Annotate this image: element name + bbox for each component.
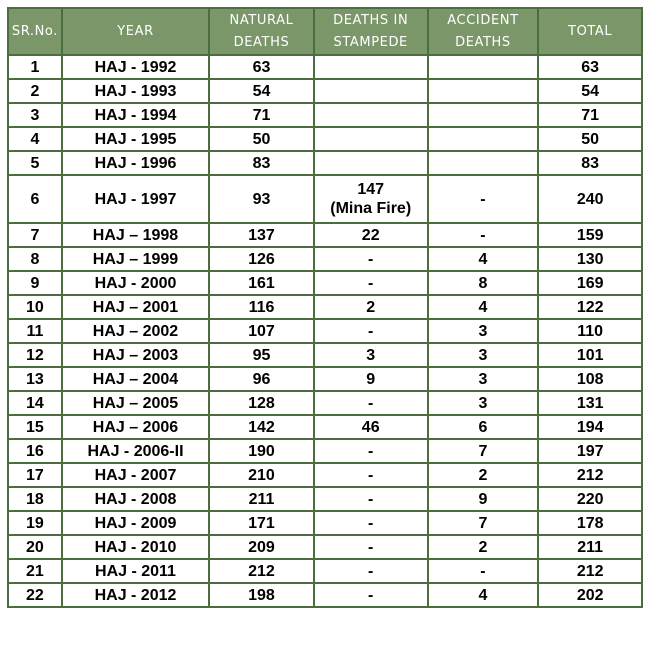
- cell-total: 169: [539, 272, 641, 294]
- cell-year: HAJ – 2006: [63, 416, 208, 438]
- table-row: [9, 488, 641, 510]
- table-row: [9, 104, 641, 126]
- cell-deaths-in-stampede: 22: [315, 224, 427, 246]
- cell-accident-deaths: 3: [429, 392, 538, 414]
- cell-natural-deaths: 161: [210, 272, 313, 294]
- header-sr-no-line: SR.No.: [11, 23, 58, 39]
- cell-deaths-in-stampede: -: [315, 392, 427, 414]
- cell-natural-deaths: 171: [210, 512, 313, 534]
- table-row: [9, 512, 641, 534]
- cell-natural-deaths: 95: [210, 344, 313, 366]
- cell-natural-deaths: 71: [210, 104, 313, 126]
- table-row: [9, 320, 641, 342]
- table-row: [9, 248, 641, 270]
- cell-accident-deaths: [429, 56, 538, 78]
- cell-deaths-in-stampede: -: [315, 248, 427, 270]
- cell-natural-deaths: 198: [210, 584, 313, 606]
- table-row: [9, 392, 641, 414]
- cell-accident-deaths: 6: [429, 416, 538, 438]
- cell-total: 122: [539, 296, 641, 318]
- cell-natural-deaths: 54: [210, 80, 313, 102]
- cell-year: HAJ - 2000: [63, 272, 208, 294]
- table-row: [9, 296, 641, 318]
- table-row: [9, 224, 641, 246]
- cell-natural-deaths: 107: [210, 320, 313, 342]
- cell-accident-deaths: 4: [429, 296, 538, 318]
- cell-accident-deaths: [429, 152, 538, 174]
- header-year-line: YEAR: [117, 23, 154, 39]
- table-row: [9, 128, 641, 150]
- cell-year: HAJ – 2003: [63, 344, 208, 366]
- cell-sr-no: 18: [9, 488, 61, 510]
- cell-total: 110: [539, 320, 641, 342]
- cell-total: 211: [539, 536, 641, 558]
- cell-accident-deaths: 3: [429, 344, 538, 366]
- cell-sr-no: 8: [9, 248, 61, 270]
- cell-total: 101: [539, 344, 641, 366]
- cell-year: HAJ - 2010: [63, 536, 208, 558]
- header-accident-deaths: [429, 9, 538, 54]
- cell-deaths-in-stampede: 9: [315, 368, 427, 390]
- cell-year: HAJ - 2011: [63, 560, 208, 582]
- haj-deaths-table-container: [7, 7, 643, 608]
- cell-natural-deaths: 137: [210, 224, 313, 246]
- cell-sr-no: 1: [9, 56, 61, 78]
- cell-year: HAJ - 2006-II: [63, 440, 208, 462]
- cell-sr-no: 3: [9, 104, 61, 126]
- table-row: [9, 368, 641, 390]
- cell-deaths-in-stampede: -: [315, 272, 427, 294]
- cell-deaths-in-stampede: -: [315, 488, 427, 510]
- haj-deaths-table: [7, 7, 643, 608]
- cell-total: 212: [539, 560, 641, 582]
- cell-accident-deaths: 2: [429, 536, 538, 558]
- header-deaths-in-stampede: [315, 9, 427, 54]
- cell-total: 194: [539, 416, 641, 438]
- cell-sr-no: 21: [9, 560, 61, 582]
- cell-accident-deaths: 4: [429, 584, 538, 606]
- cell-sr-no: 20: [9, 536, 61, 558]
- cell-total: 71: [539, 104, 641, 126]
- cell-total: 197: [539, 440, 641, 462]
- table-row: [9, 464, 641, 486]
- cell-natural-deaths: 209: [210, 536, 313, 558]
- cell-accident-deaths: -: [429, 224, 538, 246]
- cell-sr-no: 17: [9, 464, 61, 486]
- cell-sr-no: 14: [9, 392, 61, 414]
- table-row: [9, 416, 641, 438]
- cell-sr-no: 22: [9, 584, 61, 606]
- table-row: [9, 272, 641, 294]
- cell-accident-deaths: [429, 80, 538, 102]
- cell-year: HAJ - 2009: [63, 512, 208, 534]
- cell-total: 130: [539, 248, 641, 270]
- cell-total: 54: [539, 80, 641, 102]
- cell-deaths-in-stampede: 2: [315, 296, 427, 318]
- cell-sr-no: 16: [9, 440, 61, 462]
- cell-natural-deaths: 128: [210, 392, 313, 414]
- cell-sr-no: 7: [9, 224, 61, 246]
- cell-deaths-in-stampede: [315, 80, 427, 102]
- cell-deaths-in-stampede: -: [315, 440, 427, 462]
- cell-total: 240: [539, 176, 641, 222]
- cell-natural-deaths: 212: [210, 560, 313, 582]
- cell-year: HAJ – 2002: [63, 320, 208, 342]
- cell-sr-no: 6: [9, 176, 61, 222]
- cell-deaths-in-stampede: [315, 104, 427, 126]
- table-row: [9, 440, 641, 462]
- cell-accident-deaths: -: [429, 560, 538, 582]
- header-natural-line-1: NATURAL: [229, 12, 294, 28]
- cell-accident-deaths: 7: [429, 512, 538, 534]
- cell-natural-deaths: 142: [210, 416, 313, 438]
- cell-natural-deaths: 116: [210, 296, 313, 318]
- cell-year: HAJ – 2005: [63, 392, 208, 414]
- cell-accident-deaths: 7: [429, 440, 538, 462]
- cell-natural-deaths: 96: [210, 368, 313, 390]
- table-row: [9, 80, 641, 102]
- cell-deaths-in-stampede: 3: [315, 344, 427, 366]
- cell-deaths-in-stampede: -: [315, 320, 427, 342]
- cell-accident-deaths: 8: [429, 272, 538, 294]
- table-row: [9, 152, 641, 174]
- cell-year: HAJ – 2001: [63, 296, 208, 318]
- cell-year: HAJ - 1995: [63, 128, 208, 150]
- cell-year: HAJ – 1998: [63, 224, 208, 246]
- table-header: [9, 9, 641, 54]
- cell-total: 131: [539, 392, 641, 414]
- cell-total: 220: [539, 488, 641, 510]
- cell-total: 108: [539, 368, 641, 390]
- header-total-line: TOTAL: [568, 23, 613, 39]
- stampede-value: 147: [357, 181, 385, 198]
- header-natural-deaths: [210, 9, 313, 54]
- cell-deaths-in-stampede: 46: [315, 416, 427, 438]
- cell-natural-deaths: 50: [210, 128, 313, 150]
- cell-accident-deaths: 3: [429, 368, 538, 390]
- cell-sr-no: 2: [9, 80, 61, 102]
- cell-sr-no: 10: [9, 296, 61, 318]
- cell-year: HAJ – 1999: [63, 248, 208, 270]
- cell-natural-deaths: 93: [210, 176, 313, 222]
- table-row: [9, 536, 641, 558]
- cell-accident-deaths: -: [429, 176, 538, 222]
- cell-deaths-in-stampede: [315, 56, 427, 78]
- cell-deaths-in-stampede: [315, 176, 427, 222]
- cell-deaths-in-stampede: [315, 128, 427, 150]
- table-row: [9, 560, 641, 582]
- cell-deaths-in-stampede: -: [315, 512, 427, 534]
- cell-year: HAJ - 2008: [63, 488, 208, 510]
- cell-year: HAJ - 1996: [63, 152, 208, 174]
- cell-total: 202: [539, 584, 641, 606]
- table-row: [9, 584, 641, 606]
- cell-year: HAJ – 2004: [63, 368, 208, 390]
- cell-total: 50: [539, 128, 641, 150]
- cell-year: HAJ - 1992: [63, 56, 208, 78]
- cell-natural-deaths: 190: [210, 440, 313, 462]
- cell-accident-deaths: [429, 104, 538, 126]
- cell-deaths-in-stampede: -: [315, 464, 427, 486]
- header-total: [539, 9, 641, 54]
- cell-total: 212: [539, 464, 641, 486]
- cell-accident-deaths: 9: [429, 488, 538, 510]
- cell-deaths-in-stampede: -: [315, 536, 427, 558]
- cell-natural-deaths: 210: [210, 464, 313, 486]
- cell-accident-deaths: 3: [429, 320, 538, 342]
- cell-sr-no: 4: [9, 128, 61, 150]
- header-stampede-line-2: STAMPEDE: [333, 34, 408, 50]
- header-stampede-line-1: DEATHS IN: [333, 12, 409, 28]
- table-row: [9, 344, 641, 366]
- cell-year: HAJ - 1993: [63, 80, 208, 102]
- cell-deaths-in-stampede: -: [315, 560, 427, 582]
- cell-year: HAJ - 1994: [63, 104, 208, 126]
- cell-sr-no: 5: [9, 152, 61, 174]
- cell-sr-no: 19: [9, 512, 61, 534]
- cell-year: HAJ - 1997: [63, 176, 208, 222]
- cell-deaths-in-stampede: -: [315, 584, 427, 606]
- cell-sr-no: 12: [9, 344, 61, 366]
- cell-accident-deaths: [429, 128, 538, 150]
- cell-year: HAJ - 2007: [63, 464, 208, 486]
- cell-total: 83: [539, 152, 641, 174]
- cell-sr-no: 9: [9, 272, 61, 294]
- header-accident-line-1: ACCIDENT: [447, 12, 519, 28]
- cell-total: 159: [539, 224, 641, 246]
- cell-year: HAJ - 2012: [63, 584, 208, 606]
- cell-deaths-in-stampede: [315, 152, 427, 174]
- cell-total: 63: [539, 56, 641, 78]
- cell-accident-deaths: 4: [429, 248, 538, 270]
- cell-sr-no: 13: [9, 368, 61, 390]
- cell-natural-deaths: 126: [210, 248, 313, 270]
- table-row: [9, 56, 641, 78]
- cell-natural-deaths: 63: [210, 56, 313, 78]
- cell-sr-no: 15: [9, 416, 61, 438]
- header-row: [9, 9, 641, 54]
- cell-total: 178: [539, 512, 641, 534]
- table-row: [9, 176, 641, 222]
- table-body: [9, 56, 641, 606]
- header-year: [63, 9, 208, 54]
- cell-accident-deaths: 2: [429, 464, 538, 486]
- stampede-note: (Mina Fire): [330, 200, 412, 217]
- cell-sr-no: 11: [9, 320, 61, 342]
- cell-natural-deaths: 211: [210, 488, 313, 510]
- cell-natural-deaths: 83: [210, 152, 313, 174]
- header-sr-no: [9, 9, 61, 54]
- header-natural-line-2: DEATHS: [233, 34, 290, 50]
- header-accident-line-2: DEATHS: [455, 34, 511, 50]
